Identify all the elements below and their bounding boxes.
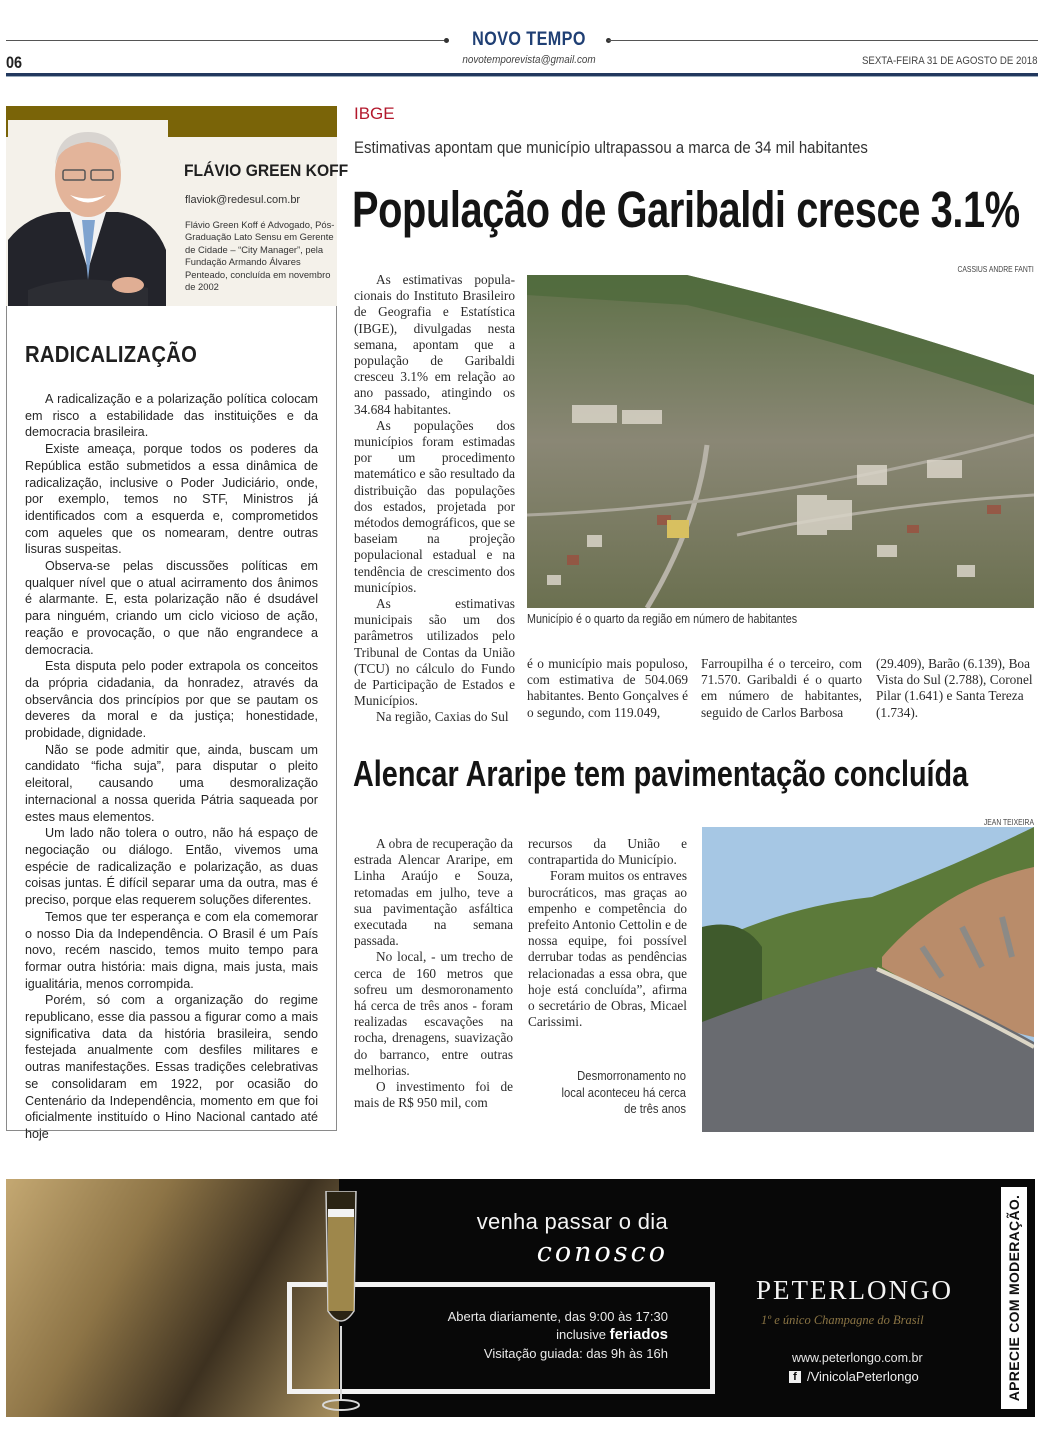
ad-moderation-warning [1001,1187,1027,1409]
ad-headline-script: conosco [536,1237,668,1268]
paragraph: recursos da União e contrapartida do Município. [528,836,687,868]
ad-facebook-handle: /VinicolaPeterlongo [807,1369,919,1384]
article-subhead: Estimativas apontam que município ultrapassou a marca de 34 mil habitantes [354,138,868,157]
paragraph: Esta disputa pelo poder extrapola os conceitos da própria cidadania, da honradez, através da observância dos princípios por que se pautam os deveres da moral e da justiça; honestidade, probidade, dignidade. [25,659,318,741]
header-divider [6,73,1038,77]
page-number: 06 [6,53,23,72]
paragraph: O investimento foi de mais de R$ 950 mil, com [354,1079,513,1111]
paragraph: Foram muitos os entraves burocráticos, mas graças ao empenho e competência do prefeito Antonio Cettolin e de nossa equipe, foi possível derrubar todas as pendências relacionadas a essa obra, que hoje está concluída”, afirma o secretário de Obras, Micael Carissimi. [528,868,688,1030]
ad-headline: venha passar o dia [476,1209,668,1234]
article2-headline: Alencar Araripe tem pavimentação concluída [353,753,969,794]
paragraph: Observa-se pelas discussões políticas em qualquer nível que o atual acirramento dos ânimos é alarmante. E, esta polarização não é dsudável para ninguém, criando um ciclo vicioso de ação, reação e provocação, o que não engrandece a democracia. [25,559,318,657]
article-column-2 [527,656,688,721]
paragraph: As estimativas municipais são um dos parâmetros utilizados pelo Tribunal de Contas da União (TCU) no cálculo do Fundo de Participação de Estados e Municípios. [354,596,515,709]
column-body [25,391,318,1143]
paragraph: Um lado não tolera o outro, não há espaço de negociação ou diálogo. Então, vivemos uma espécie de radicalização e polarização, as duas coisas juntas. É difícil separar uma da outra, mas é preciso, porque elas requerem soluções diferentes. [25,826,318,908]
advertisement-banner[interactable] [6,1179,1035,1417]
paragraph: A radicalização e a polarização política colocam em risco a estabilidade das instituições e da democracia brasileira. [25,392,318,440]
column-title: RADICALIZAÇÃO [25,341,198,367]
ad-website-link[interactable]: www.peterlongo.com.br [792,1351,923,1365]
author-name: FLÁVIO GREEN KOFF [184,161,349,180]
article2-column-1 [354,836,513,1111]
paragraph: é o município mais populoso, com estimativa de 504.069 habitantes. Bento Gonçalves é o segundo, com 119.049, [527,656,688,720]
article-headline: População de Garibaldi cresce 3.1% [352,181,1020,238]
photo-caption: Município é o quarto da região em número de habitantes [527,612,798,626]
author-photo [8,120,168,306]
paragraph: As estimativas popula-cionais do Instituto Brasileiro de Geografia e Estatística (IBGE), divulgadas nesta semana, apontam que a população de Garibaldi cresceu 3.1% em relação ao ano passado, atingindo os 34.684 habitantes. [354,272,515,417]
paragraph: Farroupilha é o terceiro, com 71.570. Garibaldi é o quarto em número de habitantes, seguido de Carlos Barbosa [701,656,862,720]
ad-holidays [386,1326,668,1343]
ad-brand-logo: PETERLONGO [756,1275,953,1305]
ad-holidays-bold: feriados [609,1326,668,1343]
author-bio: Flávio Green Koff é Advogado, Pós-Graduação Lato Sensu em Gerente de Cidade – “City Manager”, pela Fundação Armando Álvares Penteado, concluída em novembro de 2002 [185,219,335,293]
ad-tagline: 1º e único Champagne do Brasil [761,1313,924,1327]
issue-date: SEXTA-FEIRA 31 DE AGOSTO DE 2018 [862,55,1038,67]
article-column-4 [876,656,1036,721]
champagne-glass-icon [316,1191,366,1413]
facebook-icon: f [789,1371,801,1383]
paragraph: Existe ameaça, porque todos os poderes da República estão submetidos a essa dinâmica de radicalização, inclusive o Poder Judiciário, onde, por exemplo, temos no STF, Ministros já identificados com a esquerda e, comprometidos com aqueles que os nomearam, dentre outras lisuras suspeitas. [25,442,318,557]
ad-tours: Visitação guiada: das 9h às 16h [483,1346,668,1361]
photo2-caption: Desmorronamento no local aconteceu há cerca de três anos [561,1069,686,1117]
ad-hours: Aberta diariamente, das 9:00 às 17:30 [447,1309,668,1324]
author-box [6,106,349,306]
paragraph: Porém, só com a organização do regime republicano, esse dia passou a figurar como a mais significativa data da história brasileira, sendo festejada anualmente com desfiles militares e outras manifestações. Essas tradições celebrativas se consolidaram em 1922, por ocasião do Centenário da Independência, momento em que foi oficialmente instituído o Hino Nacional cantado até hoje [25,993,318,1141]
photo-credit: CASSIUS ANDRE FANTI [957,265,1034,274]
aerial-city-photo [527,275,1034,608]
article-kicker: IBGE [354,104,395,123]
paragraph: No local, - um trecho de cerca de 160 metros que sofreu um desmoronamento há cerca de três anos - foram realizadas escavações na rocha, drenagens, suavização do barranco, entre outras melhorias. [354,949,513,1078]
road-photo [702,827,1034,1132]
masthead-email: novotemporevista@gmail.com [462,54,596,66]
paragraph: A obra de recuperação da estrada Alencar Araripe, em Linha Araújo e Souza, retomadas em julho, teve a sua pavimentação asfáltica executada na semana passada. [354,836,513,949]
photo2-credit: JEAN TEIXEIRA [983,818,1034,827]
paragraph: Não se pode admitir que, ainda, buscam um candidato “ficha suja”, para disputar o pleito eleitoral, causando uma desmoralização internacional a nossa querida Pátria saqueada por estes maus elementos. [25,742,318,824]
paragraph: Na região, Caxias do Sul [376,709,509,725]
article-column-3 [701,656,862,721]
paragraph: (29.409), Barão (6.139), Boa Vista do Sul (2.788), Coronel Pilar (1.641) e Santa Tereza (1.734). [876,656,1033,720]
ad-facebook-link[interactable] [789,1369,919,1384]
ad-warning-text: APRECIE COM MODERAÇÃO. [1006,1194,1022,1402]
paragraph: As populações dos municípios foram estimadas por um procedimento matemático e são resultado da distribuição das populações dos estados, projetada por métodos demográficos, que se baseiam na projeção populacional estadual e na tendência de crescimento dos municípios. [354,417,515,595]
paragraph: Temos que ter esperança e com ela comemorar o nosso Dia da Independência. O Brasil é um País novo, recém nascido, temos muito tempo para formar outra história: mais digna, mais justa, mais igualitária, menos corrompida. [25,909,318,991]
ad-holidays-prefix: inclusive [556,1327,610,1342]
author-email[interactable]: flaviok@redesul.com.br [185,194,301,206]
article-column-1 [354,272,515,726]
masthead: NOVO TEMPO [472,29,586,50]
article2-column-2 [528,836,687,1030]
